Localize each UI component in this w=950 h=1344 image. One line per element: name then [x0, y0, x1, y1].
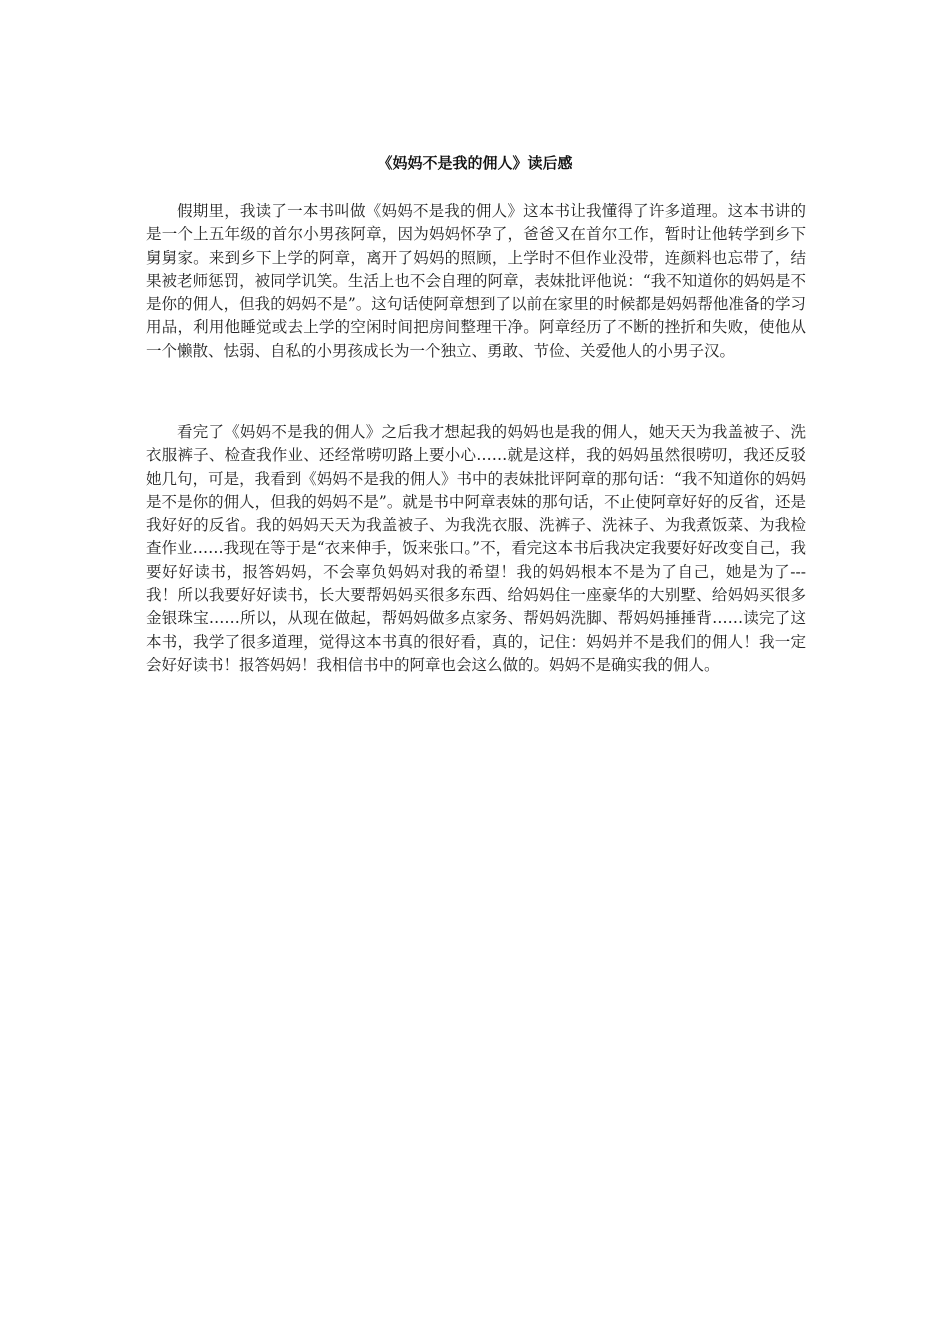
paragraph-2: 看完了《妈妈不是我的佣人》之后我才想起我的妈妈也是我的佣人，她天天为我盖被子、洗衣服裤子、检查我作业、还经常唠叨路上要小心……就是这样，我的妈妈虽然很唠叨，我还反驳她几句，可是，我看到《妈妈不是我的佣人》书中的表妹批评阿章的那句话：“我不知道你的妈妈是不是你的佣人，但我的妈妈不是”。就是书中阿章表妹的那句话，不止使阿章好好的反省，还是我好好的反省。我的妈妈天天为我盖被子、为我洗衣服、洗裤子、洗袜子、为我煮饭菜、为我检查作业……我现在等于是“衣来伸手，饭来张口。”不，看完这本书后我决定我要好好改变自己，我要好好读书，报答妈妈，不会辜负妈妈对我的希望！我的妈妈根本不是为了自己，她是为了---我！所以我要好好读书，长大要帮妈妈买很多东西、给妈妈住一座豪华的大别墅、给妈妈买很多金银珠宝……所以，从现在做起，帮妈妈做多点家务、帮妈妈洗脚、帮妈妈捶捶背……读完了这本书，我学了很多道理，觉得这本书真的很好看，真的，记住：妈妈并不是我们的佣人！我一定会好好读书！报答妈妈！我相信书中的阿章也会这么做的。妈妈不是确实我的佣人。: [146, 423, 806, 674]
document-title: 《妈妈不是我的佣人》读后感: [377, 154, 573, 172]
paragraph-1: 假期里，我读了一本书叫做《妈妈不是我的佣人》这本书让我懂得了许多道理。这本书讲的是一个上五年级的首尔小男孩阿章，因为妈妈怀孕了，爸爸又在首尔工作，暂时让他转学到乡下舅舅家。来到乡下上学的阿章，离开了妈妈的照顾，上学时不但作业没带，连颜料也忘带了，结果被老师惩罚，被同学讥笑。生活上也不会自理的阿章，表妹批评他说：“我不知道你的妈妈是不是你的佣人，但我的妈妈不是”。这句话使阿章想到了以前在家里的时候都是妈妈帮他准备的学习用品，利用他睡觉或去上学的空闲时间把房间整理干净。阿章经历了不断的挫折和失败，使他从一个懒散、怯弱、自私的小男孩成长为一个独立、勇敢、节俭、关爱他人的小男子汉。: [146, 202, 806, 360]
